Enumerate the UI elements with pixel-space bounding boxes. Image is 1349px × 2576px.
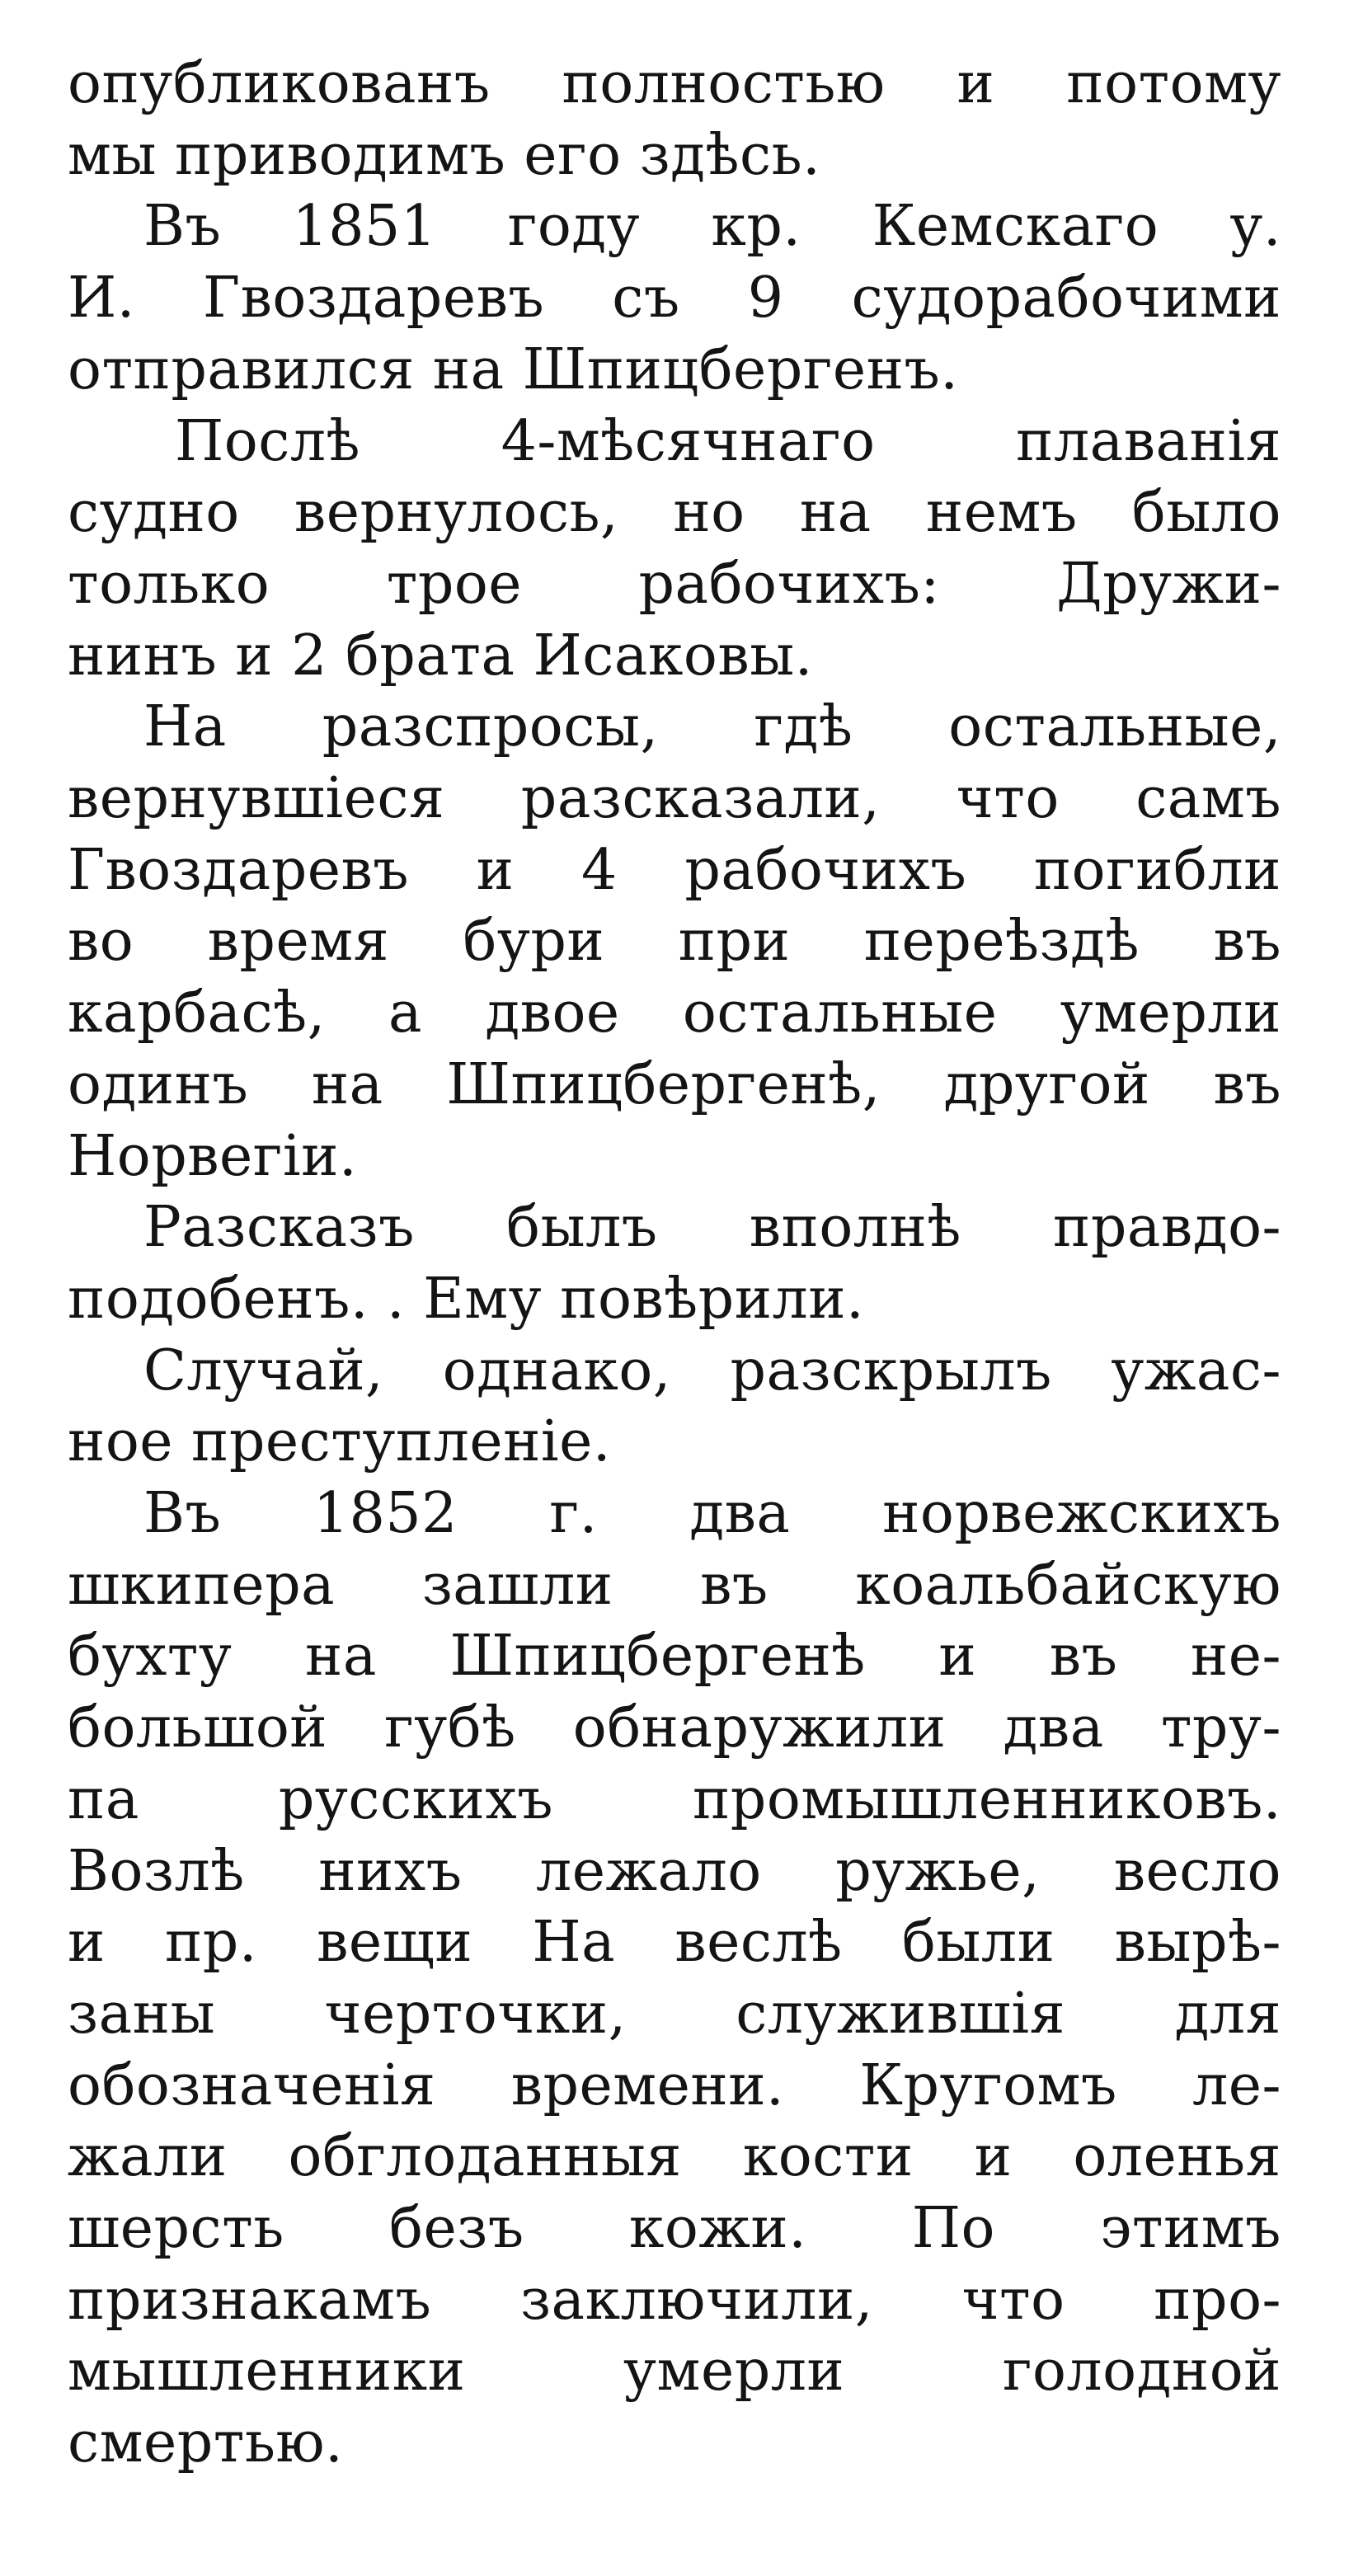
word: на — [432, 336, 505, 402]
word: двое — [485, 980, 620, 1046]
word: Дружи- — [1056, 551, 1281, 617]
word: И. — [68, 266, 135, 331]
word: заключили, — [519, 2267, 873, 2333]
word: Въ — [143, 194, 222, 260]
word: г. — [549, 1481, 598, 1546]
text-line — [68, 1051, 1281, 1120]
word: кожи. — [628, 2196, 807, 2261]
word: рабочихъ — [684, 837, 967, 903]
text-line — [68, 1122, 1281, 1192]
word: па — [68, 1766, 139, 1832]
word: Норвегіи. — [68, 1123, 358, 1189]
word: приводимъ — [175, 122, 506, 188]
word: во — [68, 909, 134, 975]
word: здѣсь. — [639, 122, 821, 188]
word: брата — [345, 623, 515, 689]
text-line — [68, 764, 1281, 834]
word: обозначенія — [68, 2052, 436, 2118]
word: подобенъ. — [68, 1266, 369, 1332]
word: самъ — [1135, 766, 1281, 831]
word: . — [386, 1266, 406, 1332]
word: умерли — [623, 2339, 845, 2404]
word: и — [957, 51, 995, 116]
word: заны — [68, 1981, 216, 2047]
word: про- — [1154, 2267, 1281, 2333]
word: ле- — [1192, 2052, 1281, 2118]
word: веслѣ — [674, 1910, 843, 1976]
word: погибли — [1033, 837, 1281, 903]
word: шкипера — [68, 1552, 336, 1618]
word: Въ — [143, 1481, 222, 1546]
word: одинъ — [68, 1051, 249, 1117]
word: опубликованъ — [68, 51, 491, 116]
word: вполнѣ — [749, 1195, 961, 1261]
word: На — [143, 694, 227, 760]
word: и — [235, 623, 274, 689]
word: промышленниковъ. — [692, 1766, 1281, 1832]
word: два — [1003, 1695, 1104, 1761]
word: 1852 — [313, 1481, 458, 1546]
word: Разсказъ — [143, 1195, 415, 1261]
text-line — [68, 1694, 1281, 1763]
word: вырѣ- — [1114, 1910, 1281, 1976]
text-line — [68, 49, 1281, 119]
word: Шпицбергенѣ — [449, 1624, 866, 1690]
text-line — [68, 121, 1281, 190]
text-line — [68, 2337, 1281, 2406]
word: зашли — [421, 1552, 613, 1618]
word: губѣ — [384, 1695, 516, 1761]
text-line — [68, 693, 1281, 762]
word: потому — [1066, 51, 1281, 116]
word: съ — [612, 266, 680, 331]
word: безъ — [389, 2196, 524, 2261]
word: лежало — [536, 1838, 762, 1904]
word: правдо- — [1053, 1195, 1281, 1261]
word: вещи — [317, 1910, 473, 1976]
word: въ — [1213, 909, 1281, 975]
word: Исаковы. — [533, 623, 813, 689]
word: норвежскихъ — [882, 1481, 1281, 1546]
word: жали — [68, 2124, 228, 2190]
word: не- — [1190, 1624, 1281, 1690]
text-line — [68, 1980, 1281, 2049]
word: времени. — [510, 2052, 785, 2118]
word: смертью. — [68, 2410, 344, 2476]
word: этимъ — [1100, 2196, 1281, 2261]
word: гдѣ — [754, 694, 853, 760]
word: плаванія — [1016, 408, 1281, 474]
text-line — [68, 2052, 1281, 2121]
word: судорабочими — [851, 266, 1281, 331]
word: немъ — [925, 480, 1078, 546]
word: на — [311, 1051, 383, 1117]
word: въ — [700, 1552, 769, 1618]
word: коальбайскую — [855, 1552, 1281, 1618]
word: только — [68, 551, 270, 617]
word: и — [68, 1910, 106, 1976]
word: шерсть — [68, 2196, 284, 2261]
word: преступленіе. — [191, 1409, 612, 1475]
word: 1851 — [292, 194, 437, 260]
word: повѣрили. — [560, 1266, 865, 1332]
word: нинъ — [68, 623, 218, 689]
word: обглоданныя — [288, 2124, 682, 2190]
word: разсказали, — [520, 766, 881, 831]
text-line — [68, 478, 1281, 548]
word: Шпицбергенъ. — [522, 336, 959, 402]
word: большой — [68, 1695, 328, 1761]
word: а — [388, 980, 423, 1046]
word: переѣздѣ — [863, 909, 1140, 975]
word: ужас- — [1111, 1337, 1281, 1403]
word: въ — [1049, 1624, 1118, 1690]
text-line — [68, 1622, 1281, 1691]
text-line — [68, 2266, 1281, 2335]
text-line — [68, 2194, 1281, 2263]
word: признакамъ — [68, 2267, 432, 2333]
word: Возлѣ — [68, 1838, 245, 1904]
text-line — [68, 1765, 1281, 1835]
word: вернулось, — [294, 480, 619, 546]
text-line — [68, 622, 1281, 691]
word: полностью — [562, 51, 886, 116]
word: Шпицбергенѣ, — [446, 1051, 881, 1117]
word: На — [532, 1910, 616, 1976]
word: время — [207, 909, 389, 975]
word: его — [524, 122, 622, 188]
word: 4 — [581, 837, 618, 903]
word: два — [689, 1481, 791, 1546]
text-line — [68, 1908, 1281, 1977]
word: для — [1174, 1981, 1281, 2047]
word: тру- — [1160, 1695, 1281, 1761]
text-line — [68, 1408, 1281, 1477]
word: въ — [1213, 1051, 1281, 1117]
word: служившія — [736, 1981, 1066, 2047]
text-line — [68, 550, 1281, 619]
word: мы — [68, 122, 157, 188]
word: трое — [386, 551, 523, 617]
word: 2 — [291, 623, 327, 689]
word: рабочихъ: — [638, 551, 940, 617]
word: бухту — [68, 1624, 233, 1690]
word: что — [956, 766, 1060, 831]
text-line — [68, 1551, 1281, 1620]
word: голодной — [1002, 2339, 1281, 2404]
word: русскихъ — [278, 1766, 553, 1832]
word: Гвоздаревъ — [203, 266, 545, 331]
word: были — [901, 1910, 1055, 1976]
word: Кругомъ — [859, 2052, 1117, 2118]
word: что — [961, 2267, 1065, 2333]
word: кости — [742, 2124, 914, 2190]
word: умерли — [1060, 980, 1281, 1046]
text-line — [68, 2122, 1281, 2192]
word: 9 — [747, 266, 784, 331]
word: черточки, — [324, 1981, 627, 2047]
word: Гвоздаревъ — [68, 837, 410, 903]
word: 4-мѣсячнаго — [501, 408, 876, 474]
word: пр. — [164, 1910, 257, 1976]
text-line — [68, 1479, 1281, 1549]
word: оленья — [1073, 2124, 1281, 2190]
word: и — [476, 837, 515, 903]
text-line — [68, 1837, 1281, 1906]
text-line — [68, 192, 1281, 261]
text-line — [68, 264, 1281, 333]
word: кр. — [711, 194, 801, 260]
word: было — [1131, 480, 1281, 546]
word: ружье, — [835, 1838, 1041, 1904]
text-line — [68, 336, 1281, 405]
word: бури — [463, 909, 605, 975]
text-line — [68, 1193, 1281, 1262]
word: По — [911, 2196, 995, 2261]
word: году — [507, 194, 641, 260]
word: нихъ — [318, 1838, 463, 1904]
word: остальные — [682, 980, 998, 1046]
word: на — [799, 480, 872, 546]
word: остальные, — [948, 694, 1281, 760]
word: на — [305, 1624, 377, 1690]
word: но — [673, 480, 745, 546]
word: судно — [68, 480, 240, 546]
word: Случай, — [143, 1337, 384, 1403]
word: и — [938, 1624, 977, 1690]
text-line — [68, 907, 1281, 976]
word: разскрылъ — [730, 1337, 1052, 1403]
word: весло — [1113, 1838, 1281, 1904]
word: у. — [1229, 194, 1281, 260]
word: однако, — [442, 1337, 671, 1403]
word: разспросы, — [322, 694, 659, 760]
word: Кемскаго — [872, 194, 1159, 260]
word: при — [678, 909, 791, 975]
text-line — [68, 2409, 1281, 2478]
text-line — [68, 407, 1281, 477]
text-line — [68, 1337, 1281, 1406]
word: отправился — [68, 336, 415, 402]
text-line — [68, 836, 1281, 905]
word: Послѣ — [175, 408, 361, 474]
word: вернувшіеся — [68, 766, 445, 831]
word: и — [974, 2124, 1013, 2190]
word: мышленники — [68, 2339, 466, 2404]
text-line — [68, 979, 1281, 1048]
word: обнаружили — [572, 1695, 947, 1761]
word: былъ — [506, 1195, 658, 1261]
text-line — [68, 1265, 1281, 1334]
word: ное — [68, 1409, 174, 1475]
word: карбасѣ, — [68, 980, 326, 1046]
word: другой — [943, 1051, 1150, 1117]
word: Ему — [423, 1266, 543, 1332]
